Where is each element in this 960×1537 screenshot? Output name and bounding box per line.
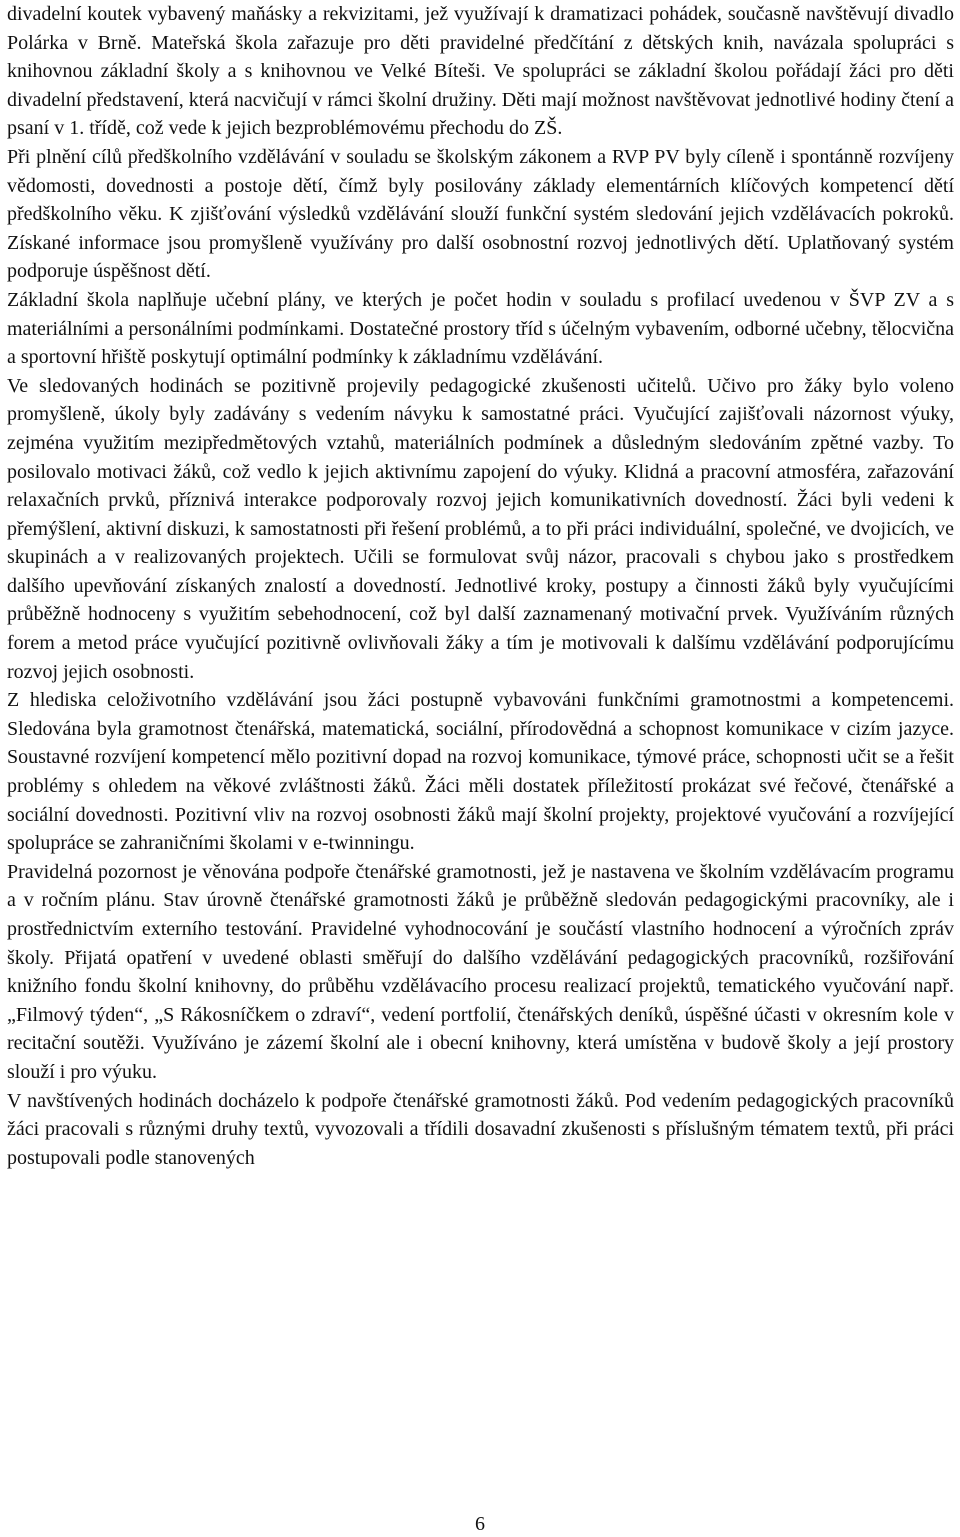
paragraph-reading-literacy: Pravidelná pozornost je věnována podpoře čtenářské gramotnosti, jež je nastavena ve školním vzdělávacím programu a v ročním plánu. Stav úrovně čtenářské gramotnosti žáků je průběžně sledován pedagogickými pracovníky, ale i prostřednictvím externího testování. Pravidelné vyhodnocování je součástí vlastního hodnocení a výročních zpráv školy. Přijatá opatření v uvedené oblasti směřují do dalšího vzdělávání pedagogických pracovníků, rozšiřování knižního fondu školní knihovny, do průběhu vzdělávacího procesu realizací projektů, tematického vyučování např. „Filmový týden“, „S Rákosníčkem o zdraví“, vedení portfolií, čtenářských deníků, úspěšné účasti v okresním kole v recitační soutěži. Využíváno je zázemí školní ale i obecní knihovny, která umístěna v budově školy a její prostory slouží i pro výuku.	[7, 860, 954, 1083]
paragraph-preschool-goals: Při plnění cílů předškolního vzdělávání v souladu se školským zákonem a RVP PV byly cíleně i spontánně rozvíjeny vědomosti, dovednosti a postoje dětí, čímž byly posilovány základy elementárních klíčových kompetencí dětí předškolního věku. K zjišťování výsledků vzdělávání slouží funkční systém sledování jejich vzdělávacích pokroků. Získané informace jsou promyšleně využívány pro další osobnostní rozvoj jednotlivých dětí. Uplatňovaný systém podporuje úspěšnost dětí.	[7, 145, 954, 283]
paragraph-visited-lessons: V navštívených hodinách docházelo k podpoře čtenářské gramotnosti žáků. Pod vedením pedagogických pracovníků žáci pracovali s různými druhy textů, vyvozovali a třídili dosavadní zkušenosti s příslušným tématem textů, při práci postupovali podle stanovených	[7, 1089, 954, 1169]
paragraph-primary-school-plans: Základní škola naplňuje učební plány, ve kterých je počet hodin v souladu s profilací uvedenou v ŠVP ZV a s materiálními a personálními podmínkami. Dostatečné prostory tříd s účelným vybavením, odborné učebny, tělocvična a sportovní hřiště poskytují optimální podmínky k základnímu vzdělávání.	[7, 288, 954, 369]
paragraph-lifelong-learning: Z hlediska celoživotního vzdělávání jsou žáci postupně vybavováni funkčními gramotnostmi a kompetencemi. Sledována byla gramotnost čtenářská, matematická, sociální, přírodovědná a schopnost komunikace v cizím jazyce. Soustavné rozvíjení kompetencí mělo pozitivní dopad na rozvoj komunikace, týmové práce, schopnosti učit se a řešit problémy s ohledem na věkové zvláštnosti žáků. Žáci měli dostatek příležitostí prokázat své řečové, čtenářské a sociální dovednosti. Pozitivní vliv na rozvoj osobnosti žáků mají školní projekty, projektové vyučování a rozvíjející spolupráce se zahraničními školami v e-twinningu.	[7, 689, 954, 855]
document-body	[7, 0, 954, 1172]
paragraph-kindergarten-activities: divadelní koutek vybavený maňásky a rekvizitami, jež využívají k dramatizaci pohádek, současně navštěvují divadlo Polárka v Brně. Mateřská škola zařazuje pro děti pravidelné předčítání z dětských knih, navázala spolupráci s knihovnou základní školy a s knihovnou ve Velké Bíteši. Ve spolupráci se základní školou pořádají žáci pro děti divadelní představení, která nacvičují v rámci školní družiny. Děti mají možnost navštěvovat jednotlivé hodiny čtení a psaní v 1. třídě, což vede k jejich bezproblémovému přechodu do ZŠ.	[7, 3, 954, 140]
page-number: 6	[475, 1513, 485, 1535]
paragraph-observed-lessons: Ve sledovaných hodinách se pozitivně projevily pedagogické zkušenosti učitelů. Učivo pro žáky bylo voleno promyšleně, úkoly byly zadávány s vedením návyku k samostatné práci. Vyučující zajišťovali názornost výuky, zejména využitím mezipředmětových vztahů, materiálních podmínek a důsledným sledováním zpětné vazby. To posilovalo motivaci žáků, což vedlo k jejich aktivnímu zapojení do výuky. Klidná a pracovní atmosféra, zařazování relaxačních prvků, příznivá interakce podporovaly rozvoj jejich komunikativních dovedností. Žáci byli vedeni k přemýšlení, aktivní diskuzi, k samostatnosti při řešení problémů, a to při práci individuální, společné, ve dvojicích, ve skupinách a v realizovaných projektech. Učili se formulovat svůj názor, pracovali s chybou jako s prostředkem dalšího upevňování získaných znalostí a dovedností. Jednotlivé kroky, postupy a činnosti žáků byly vyučujícími průběžně hodnoceny s využitím sebehodnocení, což byl další zaznamenaný motivační prvek. Využíváním různých forem a metod práce vyučující pozitivně ovlivňovali žáky a tím je motivovali k dalšímu vzdělávání podporujícímu rozvoj jejich osobnosti.	[7, 374, 954, 683]
